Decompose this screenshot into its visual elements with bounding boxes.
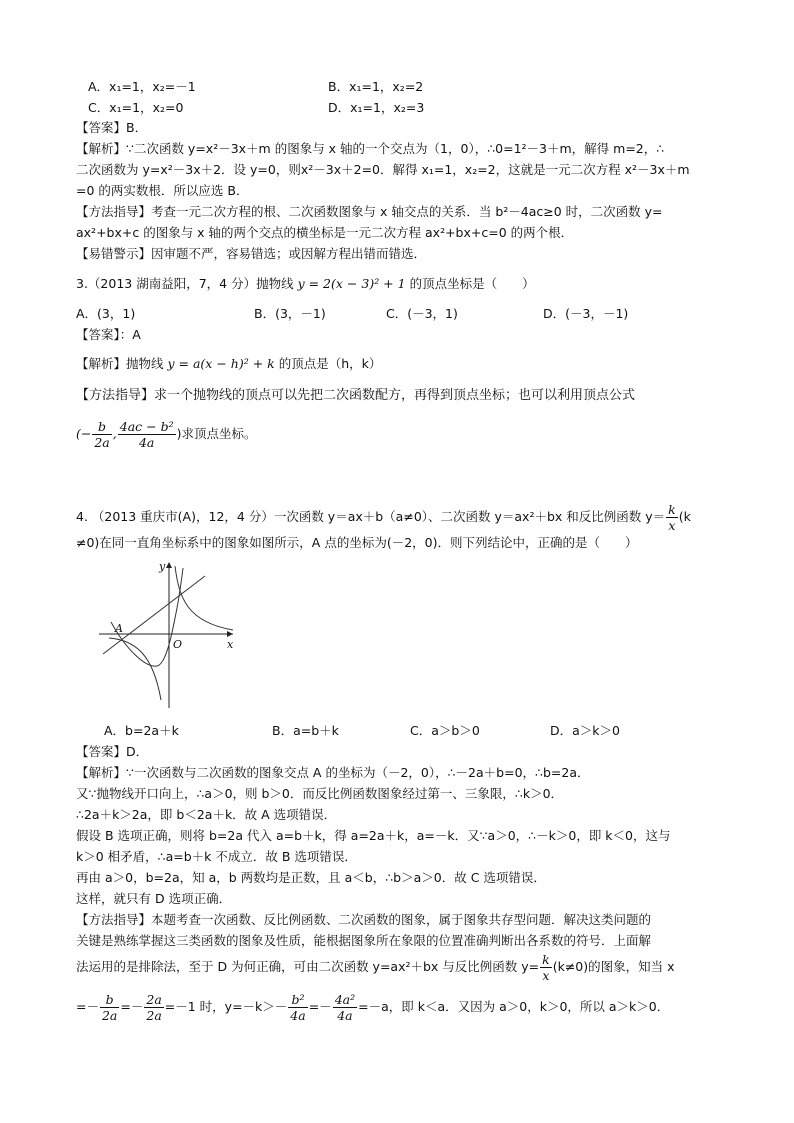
q4-stem-line-2: ≠0)在同一直角坐标系中的图象如图所示，A 点的坐标为(－2，0)．则下列结论中，正确的是（ ） xyxy=(76,535,638,550)
q4-method-mid: =－1 时，y=－k＞－ xyxy=(164,999,288,1014)
origin-label: O xyxy=(173,638,183,651)
q3-option-b: B．(3，－1) xyxy=(254,306,326,321)
q2-option-b: B．x₁=1，x₂=2 xyxy=(328,79,424,94)
k-over-x-fraction: $\frac{k}{x}$ xyxy=(668,502,676,533)
hyperbola-branch-left xyxy=(109,638,161,700)
q4-method-end: =－a，即 k＜a．又因为 a＞0，k＞0，所以 a＞k＞0． xyxy=(358,999,670,1014)
q3-option-c: C．(－3，1) xyxy=(386,306,458,321)
q4-analysis-line-1: 【解析】∵一次函数与二次函数的图象交点 A 的坐标为（－2，0），∴－2a＋b=0，∴b=2a． xyxy=(76,765,590,780)
vertex-y-fraction: $\frac{\text{4ac − b²}}{4a}$ xyxy=(119,419,174,450)
q4-method-line-3 xyxy=(76,950,675,984)
vertex-x-fraction: $\frac{b}{2a}$ xyxy=(94,419,110,450)
q4-analysis-line-3: ∴2a＋k＞2a，即 b＜2a＋k．故 A 选项错误． xyxy=(76,807,337,822)
2a-over-2a: $\frac{2a}{2a}$ xyxy=(146,992,162,1023)
k-over-x-fraction-2: $\frac{k}{x}$ xyxy=(542,952,550,983)
q3-stem-end: 的顶点坐标是（ ） xyxy=(409,276,535,291)
hyperbola-branch-right xyxy=(175,566,233,630)
q4-option-b: B．a=b＋k xyxy=(272,723,339,738)
q2-answer: 【答案】B． xyxy=(76,120,148,135)
q4-method-line-1: 【方法指导】本题考查一次函数、反比例函数、二次函数的图象，属于图象共存型问题．解决这类问题的 xyxy=(76,912,652,927)
q2-method-line-2: ax²+bx+c 的图象与 x 轴的两个交点的横坐标是一元二次方程 ax²+bx+c=0 的两个根． xyxy=(76,225,574,240)
y-axis-arrow xyxy=(166,562,172,568)
q4-analysis-line-4: 假设 B 选项正确，则将 b=2a 代入 a=b＋k，得 a=2a＋k，a=－k．又∵a＞0，∴－k＞0，即 k＜0，这与 xyxy=(76,828,671,843)
b2-over-4a: $\frac{\text{b²}}{4a}$ xyxy=(290,992,306,1023)
q3-stem xyxy=(76,275,535,293)
q2-option-c: C．x₁=1，x₂=0 xyxy=(88,100,184,115)
q4-method-tail: (k≠0)的图象，知当 x xyxy=(552,959,675,974)
q4-option-d: D．a＞k＞0 xyxy=(550,723,620,738)
q4-analysis-line-6: 再由 a＞0，b=2a，知 a，b 两数均是正数，且 a＜b，∴b＞a＞0．故 C 选项错误． xyxy=(76,870,546,885)
q2-option-a: A．x₁=1，x₂=－1 xyxy=(88,79,196,94)
4a2-over-4a: $\frac{\text{4a²}}{4a}$ xyxy=(334,992,356,1023)
q2-method-line-1: 【方法指导】考查一元二次方程的根、二次函数图象与 x 轴交点的关系．当 b²－4ac≥0 时，二次函数 y= xyxy=(76,204,663,219)
neg-sign: =－ xyxy=(308,999,332,1014)
q4-stem-line-1 xyxy=(76,500,691,534)
q2-analysis-line-3: =0 的两实数根．所以应选 B． xyxy=(76,183,249,198)
q4-stem-tail: (k xyxy=(678,509,691,524)
x-vertex-expression: =－ $\frac{b}{2a}$ =－ $\frac{2a}{2a}$ xyxy=(76,992,162,1023)
q4-stem-text: 4. （2013 重庆市(A)，12，4 分）一次函数 y＝ax＋b（a≠0）、二次函数 y＝ax²＋bx 和反比例函数 y＝ xyxy=(76,509,666,524)
q4-analysis-line-7: 这样，就只有 D 选项正确． xyxy=(76,891,232,906)
q4-option-a: A．b=2a＋k xyxy=(104,723,179,738)
q4-option-c: C．a＞b＞0 xyxy=(410,723,480,738)
q4-analysis-line-5: k＞0 相矛盾，∴a=b＋k 不成立．故 B 选项错误． xyxy=(76,849,357,864)
q3-analysis-formula: y = a(x − h)² + k xyxy=(167,356,275,371)
q3-option-d: D．(－3，－1) xyxy=(543,306,629,321)
q3-analysis-text: 【解析】抛物线 xyxy=(76,356,164,371)
q3-method-line-2 xyxy=(76,415,256,453)
q2-analysis-line-1: 【解析】∵二次函数 y=x²－3x＋m 的图象与 x 轴的一个交点为（1，0），∴0=1²－3＋m，解得 m=2，∴ xyxy=(76,141,665,156)
q3-method-tail: )求顶点坐标。 xyxy=(176,426,257,441)
q4-method-line-2: 关键是熟练掌握这三类函数的图象及性质，能根据图象所在象限的位置准确判断出各系数的符号．上面解 xyxy=(76,933,652,948)
q4-analysis-line-2: 又∵抛物线开口向上，∴a＞0，则 b＞0．而反比例函数图象经过第一、三象限，∴k＞0． xyxy=(76,786,564,801)
q3-stem-formula: y = 2(x − 3)² + 1 xyxy=(297,276,406,291)
q4-method-line-4 xyxy=(76,988,669,1026)
q2-analysis-line-2: 二次函数为 y=x²－3x＋2．设 y=0，则x²－3x＋2=0．解得 x₁=1，x₂=2，这就是一元二次方程 x²－3x＋m xyxy=(76,162,690,177)
x-axis-label: x xyxy=(227,638,234,651)
vertex-formula: (− $\frac{b}{2a}$ , $\frac{\text{4ac − b²}}{4a}$ xyxy=(76,419,174,450)
q3-stem-text: 3.（2013 湖南益阳，7，4 分）抛物线 xyxy=(76,276,294,291)
q4-method-text: 法运用的是排除法，至于 D 为何正确，可由二次函数 y=ax²＋bx 与反比例函数 y= xyxy=(76,959,540,974)
q2-option-d: D．x₁=1，x₂=3 xyxy=(328,100,425,115)
y-axis-label: y xyxy=(159,560,166,573)
q3-analysis-post: 的顶点是（h，k） xyxy=(278,356,382,371)
x-axis-arrow xyxy=(227,631,233,637)
function-graph xyxy=(95,558,245,710)
q4-answer: 【答案】D． xyxy=(76,744,149,759)
q2-warning: 【易错警示】因审题不严，容易错选；或因解方程出错而错选． xyxy=(76,246,427,261)
parabola-curve xyxy=(111,568,183,666)
b-over-2a: $\frac{b}{2a}$ xyxy=(101,992,118,1023)
point-a-label: A xyxy=(115,622,123,635)
linear-function-line xyxy=(103,576,205,654)
q3-answer: 【答案】：A xyxy=(76,327,141,342)
q3-method-line-1: 【方法指导】求一个抛物线的顶点可以先把二次函数配方，再得到顶点坐标；也可以利用顶点公式 xyxy=(76,388,636,403)
q3-option-a: A．(3，1) xyxy=(76,306,136,321)
q3-analysis xyxy=(76,355,381,373)
